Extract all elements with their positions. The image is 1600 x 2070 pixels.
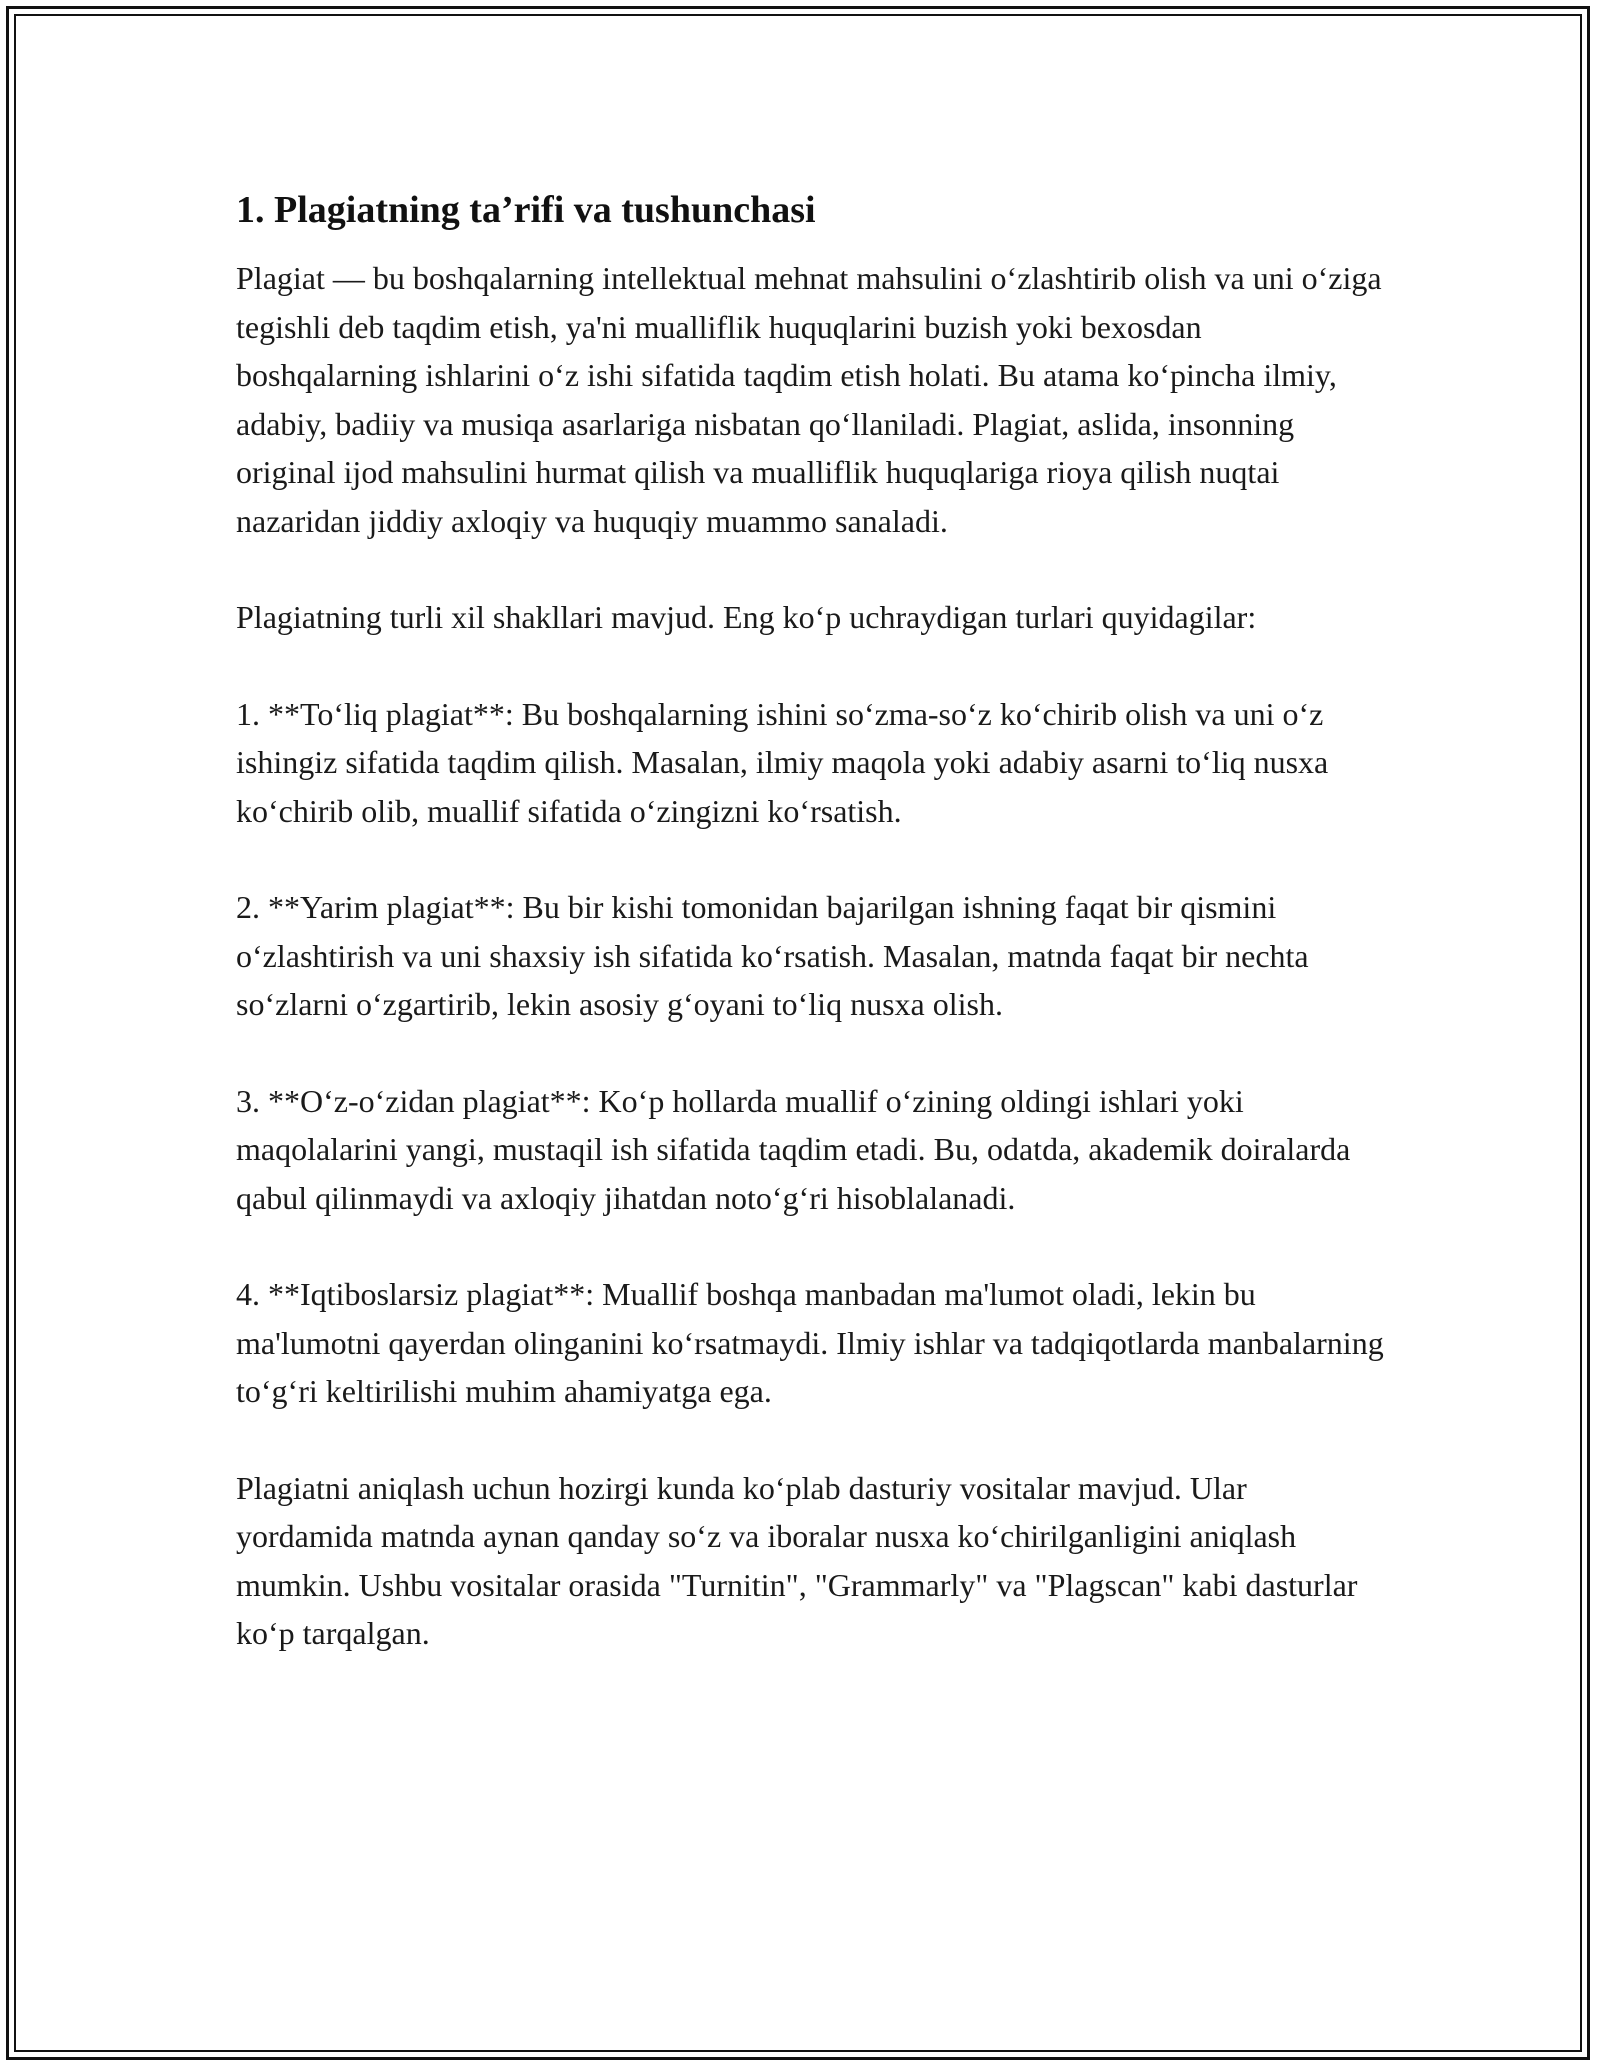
section-heading: 1. Plagiatning ta’rifi va tushunchasi xyxy=(236,189,816,231)
list-item-full-plagiarism: 1. **To‘liq plagiat**: Bu boshqalarning ishini so‘zma-so‘z ko‘chirib olish va uni o‘z ishingiz sifatida taqdim qilish. Masalan, ilmiy maqola yoki adabiy asarni to‘liq nusxa ko‘chirib olib, muallif sifatida o‘zingizni ko‘rsatish. xyxy=(236,695,1329,829)
paragraph-definition: Plagiat — bu boshqalarning intellektual mehnat mahsulini o‘zlashtirib olish va uni o‘ziga tegishli deb taqdim etish, ya'ni mualliflik huquqlarini buzish yoki bexosdan boshqalarning ishlarini o‘z ishi sifatida taqdim etish holati. Bu atama ko‘pincha ilmiy, adabiy, badiiy va musiqa asarlariga nisbatan qo‘llaniladi. Plagiat, aslida, insonning original ijod mahsulini hurmat qilish va mualliflik huquqlariga rioya qilish nuqtai nazaridan jiddiy axloqiy va huquqiy muammo sanaladi. xyxy=(236,260,1382,539)
paragraph-types-intro: Plagiatning turli xil shakllari mavjud. Eng ko‘p uchraydigan turlari quyidagilar: xyxy=(236,599,1257,635)
paragraph-detection-tools: Plagiatni aniqlash uchun hozirgi kunda ko‘plab dasturiy vositalar mavjud. Ular yordamida matnda aynan qanday so‘z va iboralar nusxa ko‘chirilganligini aniqlash mumkin. Ushbu vositalar orasida "Turnitin", "Grammarly" va "Plagscan" kabi dasturlar ko‘p tarqalgan. xyxy=(236,1469,1358,1651)
list-item-no-citation-plagiarism: 4. **Iqtiboslarsiz plagiat**: Muallif boshqa manbadan ma'lumot oladi, lekin bu ma'lumotni qayerdan olinganini ko‘rsatmaydi. Ilmiy ishlar va tadqiqotlarda manbalarning to‘g‘ri keltirilishi muhim ahamiyatga ega. xyxy=(236,1276,1384,1409)
document-body xyxy=(236,186,1386,1706)
list-item-partial-plagiarism: 2. **Yarim plagiat**: Bu bir kishi tomonidan bajarilgan ishning faqat bir qismini o‘zlashtirish va uni shaxsiy ish sifatida ko‘rsatish. Masalan, matnda faqat bir nechta so‘zlarni o‘zgartirib, lekin asosiy g‘oyani to‘liq nusxa olish. xyxy=(236,889,1309,1022)
list-item-self-plagiarism: 3. **O‘z-o‘zidan plagiat**: Ko‘p hollarda muallif o‘zining oldingi ishlari yoki maqolalarini yangi, mustaqil ish sifatida taqdim etadi. Bu, odatda, akademik doiralarda qabul qilinmaydi va axloqiy jihatdan noto‘g‘ri hisoblalanadi. xyxy=(236,1082,1351,1216)
